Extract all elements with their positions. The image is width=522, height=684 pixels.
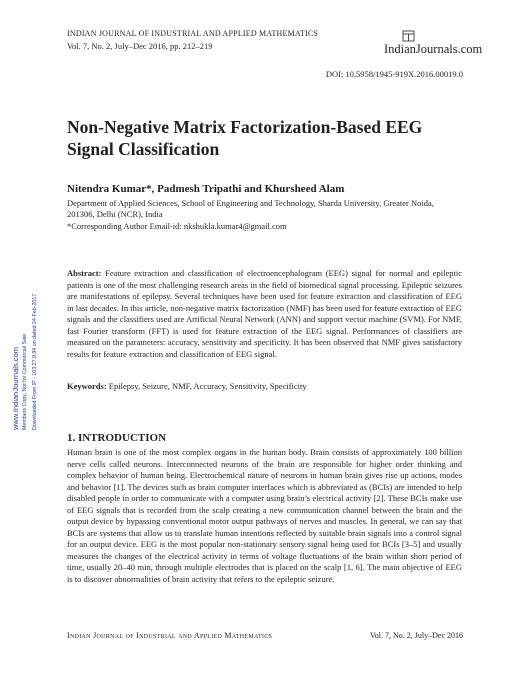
paper-title: Non-Negative Matrix Factorization-Based EEG Signal Classification <box>67 117 423 159</box>
abstract <box>67 268 462 360</box>
logo-text: IndianJournals.com <box>384 42 483 56</box>
section-heading: 1. INTRODUCTION <box>67 432 167 444</box>
abstract-text: Feature extraction and classification of electroencephalogram (EEG) signal for normal and epileptic patients is one of the most challenging research areas in the field of biomedical signal processing. Epileptic seizures are manifestations of epilepsy. Several techniques have been used for feature extraction and classification of EEG in last decades. In this article, non-negative matrix factorization (NMF) has been used for feature extraction of EEG signals and the classifiers used are Artificial Neural Network (ANN) and support vector machine (SVM). For NMF, fast Fourier transform (FFT) is used for feature extraction of the EEG signal. Performances of classifiers are measured on the parameters: accuracy, sensitivity and specificity. It has been observed that NMF gives satisfactory results for feature extraction and classification of EEG signal. <box>67 268 462 359</box>
affiliation: Department of Applied Sciences, School of Engineering and Technology, Sharda University, Greater Noida, 201306, Delhi (NCR), India <box>67 198 434 219</box>
authors: Nitendra Kumar*, Padmesh Tripathi and Khursheed Alam <box>67 183 345 195</box>
introduction-text: Human brain is one of the most complex organs in the human body. Brain consists of approximately 100 billion nerve cells called neurons. Interconnected neurons of the brain are responsible for higher order thinking and complex behavior of human being. Electrochemical nature of neurons in human brain gives rise up actions, modes and behavior [1]. The devices such as brain computer interfaces which is abbreviated as (BCIs) are intended to help disabled people in order to communicate with a computer using brain’s electrical activity [2]. These BCIs make use of EEG signals that is recorded from the scalp creating a new communication channel between the brain and the output device by bypassing conventional motor output pathways of nerves and muscles. In general, we can say that BCIs are systems that allow us to translate human intentions reflected by suitable brain signals into a control signal for an output device. EEG is the most popular non-stationary sensory signal being used for BCIs [3–5] and usually measures the changes of the electrical activity in terms of voltage fluctuations of the brain within short period of time, usually 20–40 min, through multiple electrodes that is placed on the scalp [1, 6]. The main objective of EEG is to discover abnormalities of brain activity that refers to the epileptic seizure. <box>67 447 462 584</box>
journal-name: INDIAN JOURNAL OF INDUSTRIAL AND APPLIED MATHEMATICS <box>67 29 319 38</box>
keywords-text: Epilepsy, Seizure, NMF, Accuracy, Sensitivity, Specificity <box>108 381 307 391</box>
indianjournals-logo <box>384 30 483 60</box>
keywords-label: Keywords: <box>67 381 107 391</box>
abstract-label: Abstract: <box>67 268 102 278</box>
sidebar-site-link[interactable]: www.IndianJournals.com <box>11 347 20 430</box>
footer-volume: Vol. 7, No. 2, July–Dec 2016 <box>370 631 463 640</box>
footer-journal-name: Indian Journal of Industrial and Applied Mathematics <box>67 631 273 640</box>
corresponding-author: *Corresponding Author Email-id: nkshukla.kumar4@gmail.com <box>67 221 287 231</box>
doi: DOI: 10.5958/1945-919X.2016.00019.0 <box>325 69 463 79</box>
volume-pages-line: Vol. 7, No. 2, July–Dec 2016, pp. 212–219 <box>67 41 213 51</box>
sidebar-members-notice: Members Copy, Not for Commercial Sale <box>22 333 28 430</box>
sidebar-download-notice: Downloaded From IP - 103.27.9.94 on dated 24-Feb-2017 <box>32 293 38 430</box>
keywords <box>67 381 462 391</box>
logo-mark-icon <box>402 30 415 42</box>
